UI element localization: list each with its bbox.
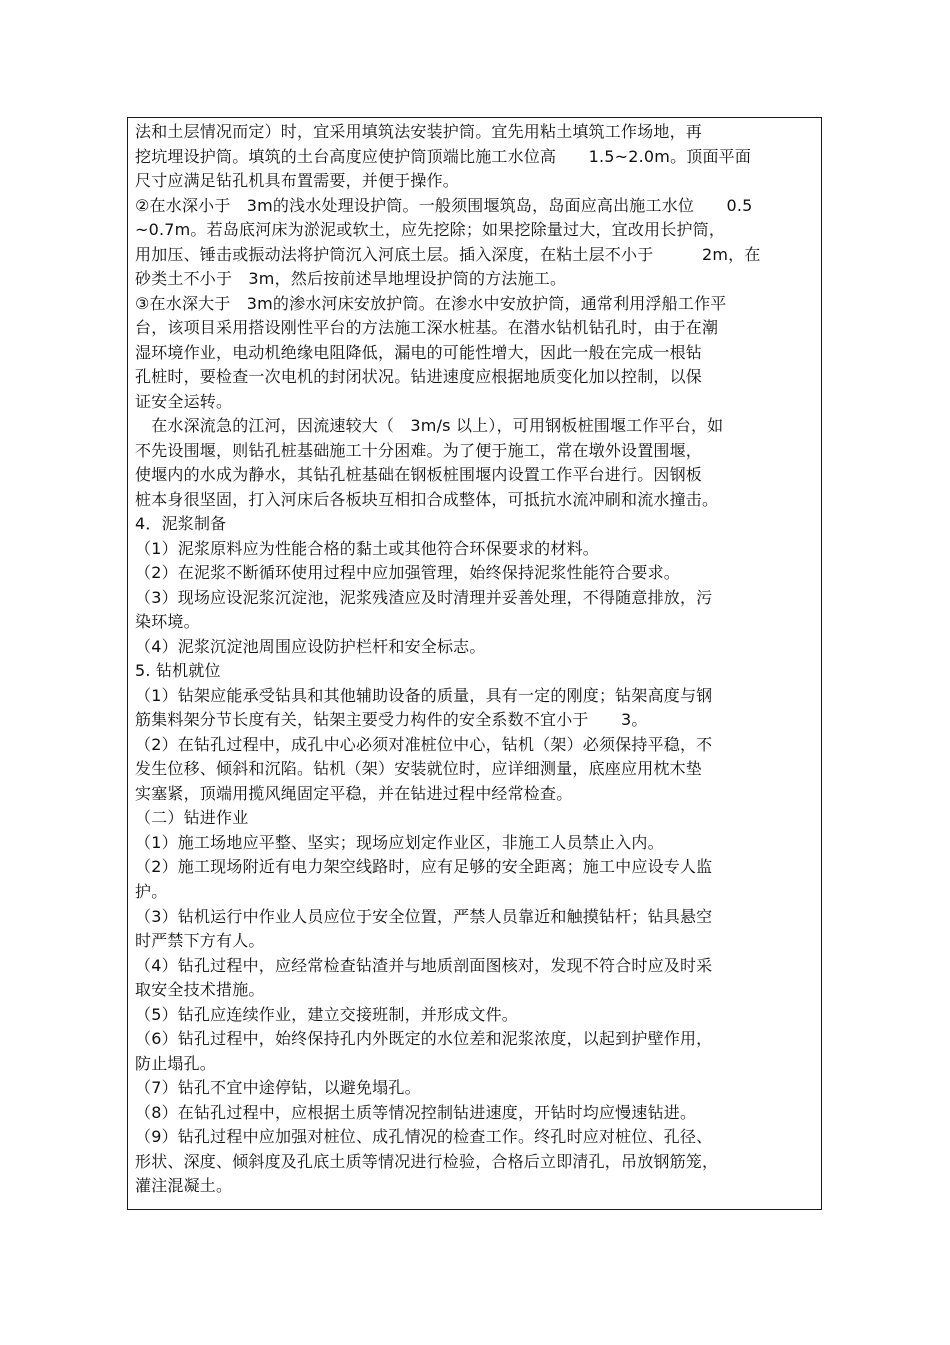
text-line: （4）泥浆沉淀池周围应设防护栏杆和安全标志。 — [135, 636, 486, 656]
text-line: 桩本身很坚固，打入河床后各板块互相扣合成整体，可抵抗水流冲刷和流水撞击。 — [135, 489, 719, 509]
text-line: （1）泥浆原料应为性能合格的黏土或其他符合环保要求的材料。 — [135, 538, 599, 558]
text-line: ③在水深大于 3m的渗水河床安放护筒。在渗水中安放护筒，通常利用浮船工作平 — [135, 293, 727, 313]
text-line: （5）钻孔应连续作业，建立交接班制，并形成文件。 — [135, 1004, 518, 1024]
text-line: （2）在泥浆不断循环使用过程中应加强管理，始终保持泥浆性能符合要求。 — [135, 563, 680, 583]
text-line: 孔桩时，要检查一次电机的封闭状况。钻进速度应根据地质变化加以控制，以保 — [135, 367, 703, 387]
text-line: （7）钻孔不宜中途停钻，以避免塌孔。 — [135, 1078, 421, 1098]
document-body — [135, 120, 815, 1199]
text-line: 筋集料架分节长度有关，钻架主要受力构件的安全系数不宜小于 3。 — [135, 710, 648, 730]
text-line: 法和土层情况而定）时，宜采用填筑法安装护筒。宜先用粘土填筑工作场地，再 — [135, 122, 703, 141]
text-line: 用加压、锤击或振动法将护筒沉入河底土层。插入深度，在粘土层不小于 2m，在 — [135, 244, 761, 264]
text-line: （9）钻孔过程中应加强对桩位、成孔情况的检查工作。终孔时应对桩位、孔径、 — [135, 1127, 713, 1147]
text-line: 挖坑埋设护筒。填筑的土台高度应使护筒顶端比施工水位高 1.5~2.0m。顶面平面 — [135, 146, 752, 166]
text-line: （二）钻进作业 — [135, 808, 249, 828]
text-line: 在水深流急的江河，因流速较大（ 3m/s 以上），可用钢板桩围堰工作平台，如 — [135, 416, 724, 436]
text-line: 护。 — [135, 881, 168, 901]
text-line: 5. 钻机就位 — [135, 661, 221, 681]
text-line: 使堰内的水成为静水，其钻孔桩基础在钢板桩围堰内设置工作平台进行。因钢板 — [135, 465, 703, 485]
text-line: ②在水深小于 3m的浅水处理设护筒。一般须围堰筑岛，岛面应高出施工水位 0.5 — [135, 195, 753, 215]
text-line: 发生位移、倾斜和沉陷。钻机（架）安装就位时，应详细测量，底座应用枕木垫 — [135, 759, 703, 779]
text-line: （4）钻孔过程中，应经常检查钻渣并与地质剖面图核对，发现不符合时应及时采 — [135, 955, 713, 975]
text-line: 实塞紧，顶端用揽风绳固定平稳，并在钻进过程中经常检查。 — [135, 783, 573, 803]
text-line: 台，该项目采用搭设刚性平台的方法施工深水桩基。在潜水钻机钻孔时，由于在潮 — [135, 318, 719, 338]
text-line: （6）钻孔过程中，始终保持孔内外既定的水位差和泥浆浓度，以起到护壁作用， — [135, 1029, 713, 1049]
text-line: 证安全运转。 — [135, 391, 233, 411]
text-line: ~0.7m。若岛底河床为淤泥或软土，应先挖除；如果挖除量过大，宜改用长护筒， — [135, 220, 726, 240]
text-line: 砂类土不小于 3m，然后按前述旱地埋设护筒的方法施工。 — [135, 269, 567, 289]
text-line: （1）施工场地应平整、坚实；现场应划定作业区，非施工人员禁止入内。 — [135, 832, 664, 852]
text-line: 取安全技术措施。 — [135, 980, 265, 1000]
text-line: 尺寸应满足钻孔机具布置需要，并便于操作。 — [135, 171, 460, 191]
text-line: （8）在钻孔过程中，应根据土质等情况控制钻进速度，开钻时均应慢速钻进。 — [135, 1102, 697, 1122]
text-line: 不先设围堰，则钻孔桩基础施工十分困难。为了便于施工，常在墩外设置围堰， — [135, 440, 703, 460]
text-line: 染环境。 — [135, 612, 200, 632]
text-line: （3）现场应设泥浆沉淀池，泥浆残渣应及时清理并妥善处理，不得随意排放，污 — [135, 587, 713, 607]
text-line: （2）施工现场附近有电力架空线路时，应有足够的安全距离；施工中应设专人监 — [135, 857, 713, 877]
text-line: （1）钻架应能承受钻具和其他辅助设备的质量，具有一定的刚度；钻架高度与钢 — [135, 685, 713, 705]
text-line: 灌注混凝土。 — [135, 1176, 233, 1196]
text-line: 4．泥浆制备 — [135, 514, 227, 534]
text-line: 防止塌孔。 — [135, 1053, 217, 1073]
text-line: 湿环境作业，电动机绝缘电阻降低，漏电的可能性增大，因此一般在完成一根钻 — [135, 342, 703, 362]
text-line: （3）钻机运行中作业人员应位于安全位置，严禁人员靠近和触摸钻杆；钻具悬空 — [135, 906, 713, 926]
text-line: （2）在钻孔过程中，成孔中心必须对准桩位中心，钻机（架）必须保持平稳，不 — [135, 734, 713, 754]
text-line: 形状、深度、倾斜度及孔底土质等情况进行检验，合格后立即清孔，吊放钢筋笼， — [135, 1151, 719, 1171]
text-line: 时严禁下方有人。 — [135, 931, 265, 951]
